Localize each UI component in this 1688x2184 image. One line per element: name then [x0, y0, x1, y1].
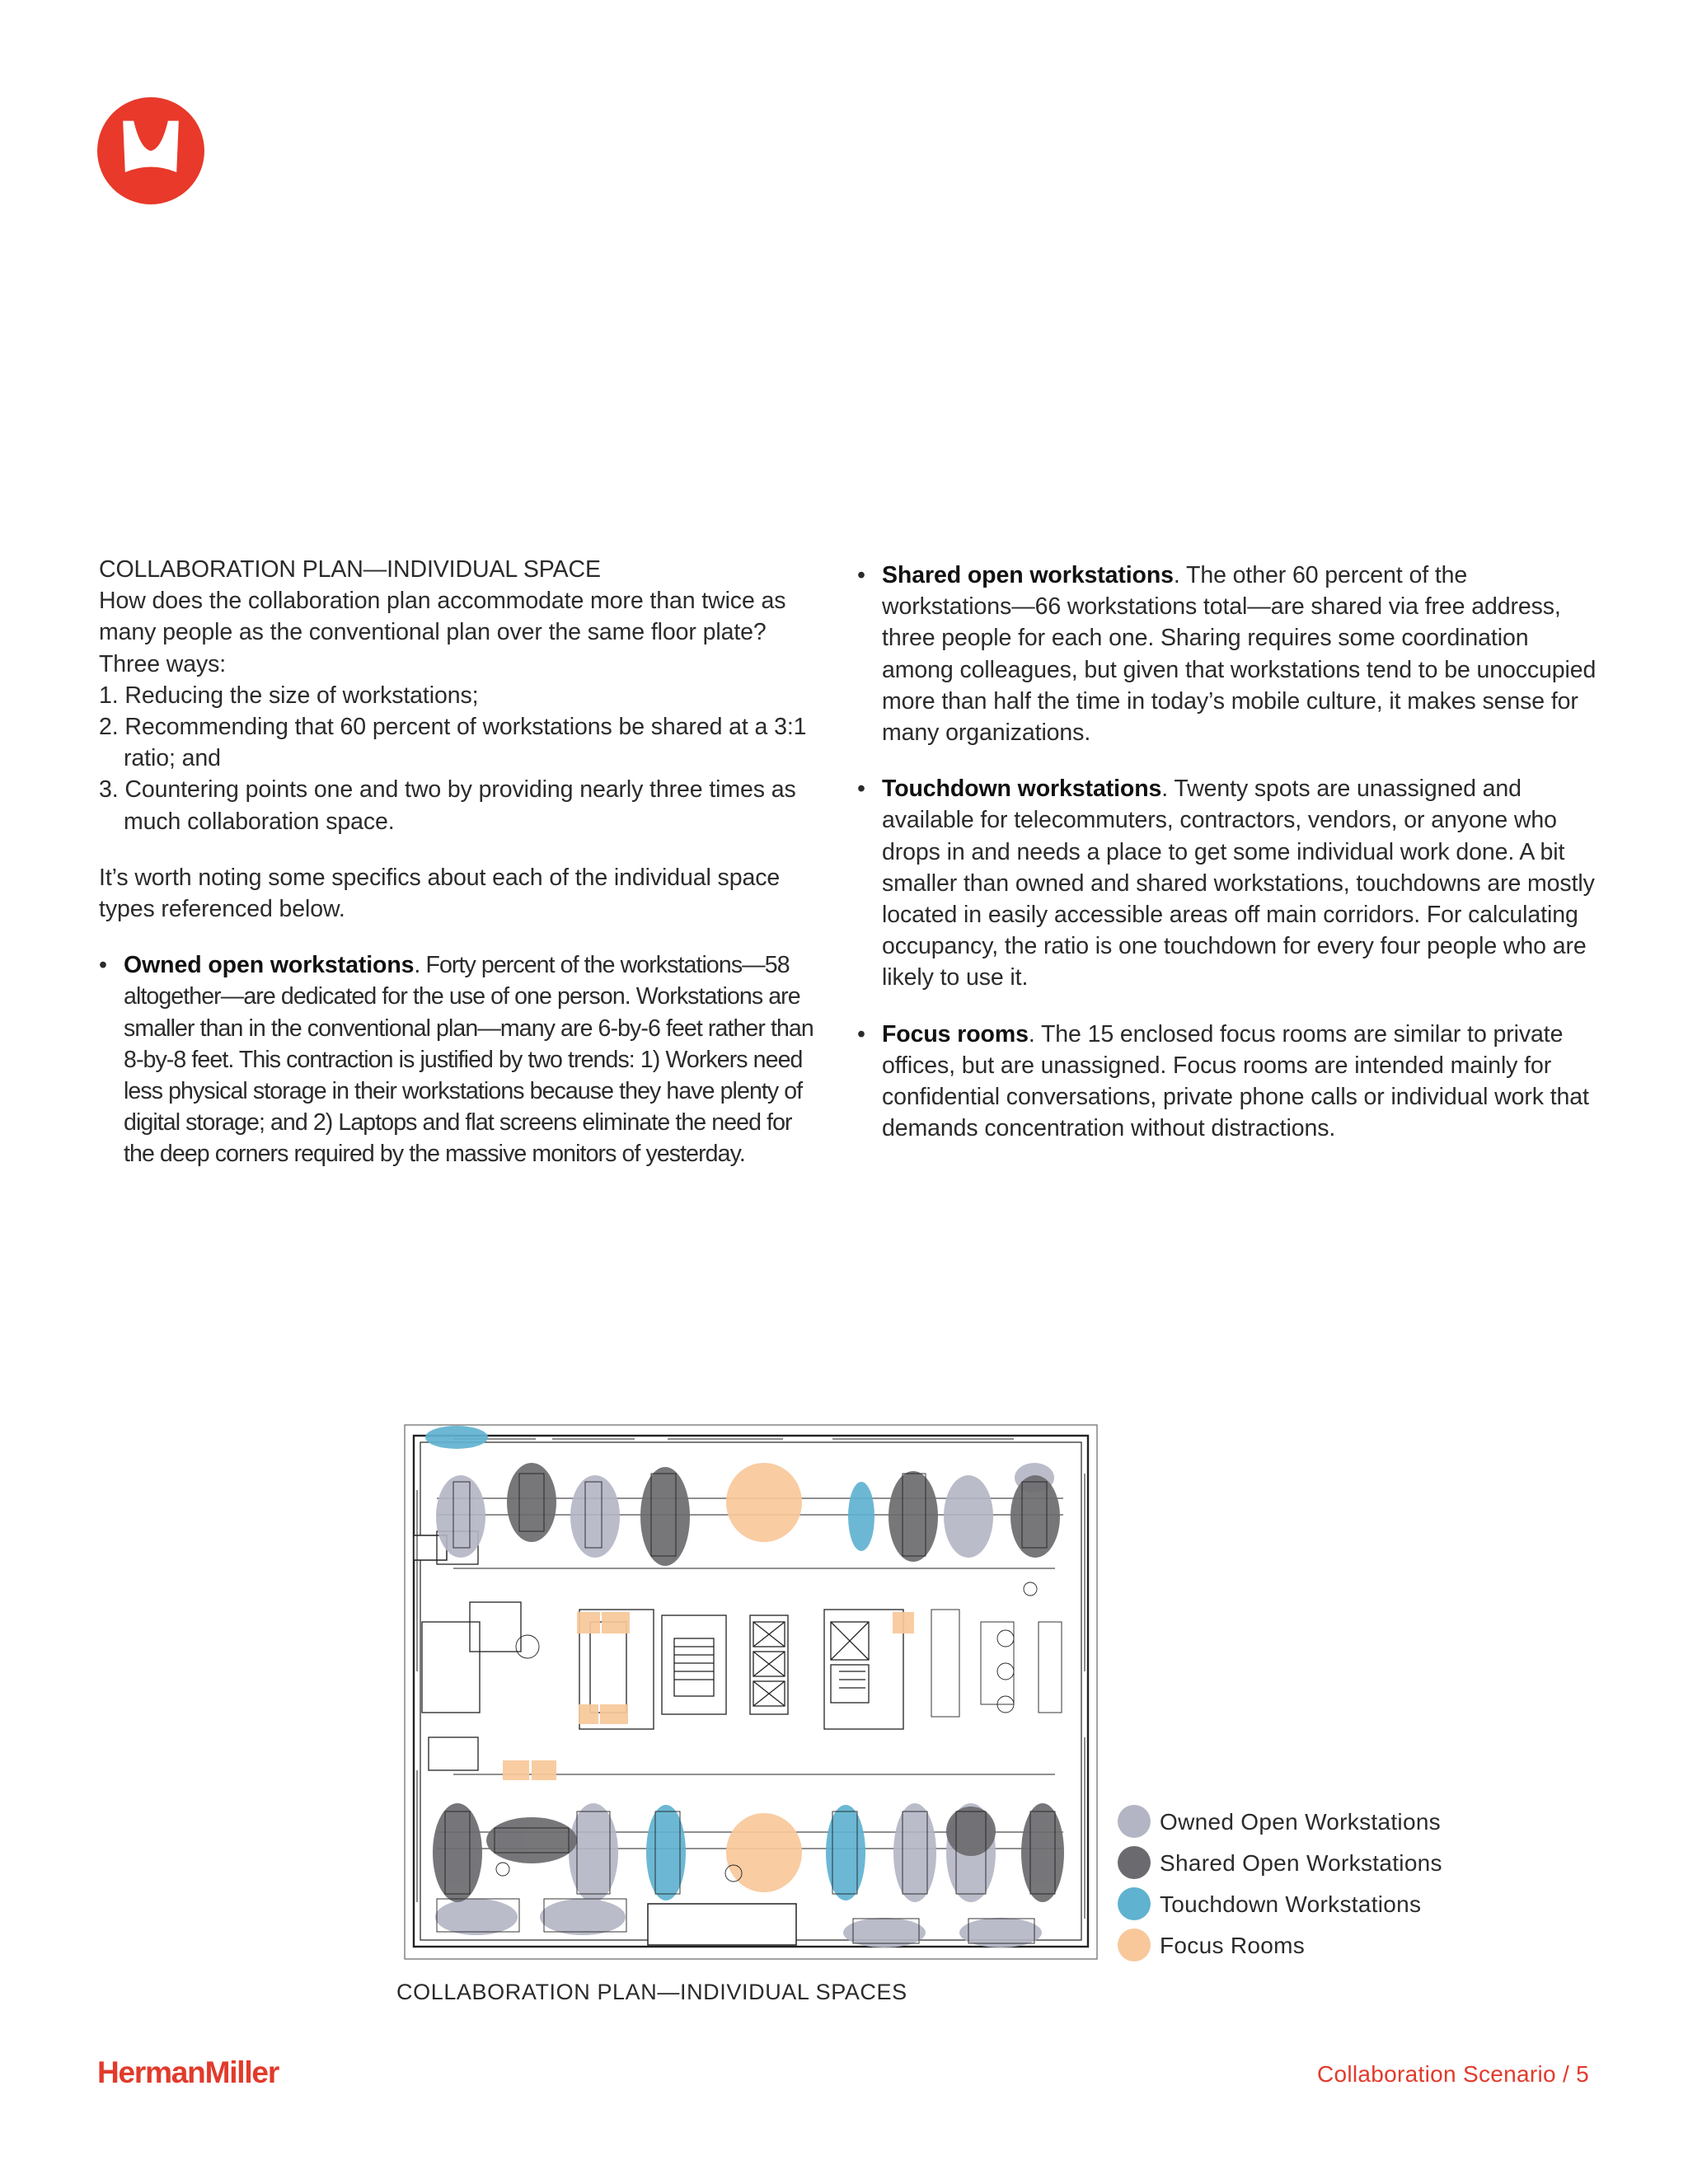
legend-item-shared: [1118, 1846, 1497, 1882]
focus-swatch: [1118, 1929, 1151, 1961]
page-footer-label: Collaboration Scenario / 5: [1317, 2061, 1589, 2087]
bullet-text: . The 15 enclosed focus rooms are similar to private offices, but are unassigned. Focus rooms are intended mainly for confidential conversations, private phone calls or individual work that demands concentration without distractions.: [882, 1020, 1589, 1142]
bullet-lead: Shared open workstations: [882, 562, 1174, 588]
right-column: [857, 560, 1599, 1144]
legend-label: Shared Open Workstations: [1160, 1850, 1442, 1876]
list-item: 3. Countering points one and two by providing nearly three times as much collaboration space.: [99, 776, 796, 835]
bullet-focus-rooms: [857, 1019, 1599, 1145]
brand-wordmark: HermanMiller: [97, 2055, 279, 2089]
bullet-lead: Owned open workstations: [124, 952, 415, 979]
touchdown-swatch: [1118, 1887, 1151, 1920]
figure-caption: COLLABORATION PLAN—INDIVIDUAL SPACES: [396, 1980, 907, 2004]
list-item: 2. Recommending that 60 percent of workstations be shared at a 3:1 ratio; and: [99, 714, 807, 772]
bullet-list-left: [99, 949, 824, 1169]
ways-list: [99, 680, 824, 837]
legend-label: Touchdown Workstations: [1160, 1891, 1422, 1917]
bullet-shared-open: [857, 560, 1599, 748]
bullet-list-right: [857, 560, 1599, 1144]
owned-swatch: [1118, 1805, 1151, 1838]
legend-label: Owned Open Workstations: [1160, 1809, 1441, 1835]
list-item: 1. Reducing the size of workstations;: [99, 682, 479, 709]
bullet-owned-open: [99, 949, 824, 1169]
legend-label: Focus Rooms: [1160, 1933, 1306, 1958]
legend-item-touchdown: [1118, 1887, 1497, 1924]
shared-swatch: [1118, 1846, 1151, 1879]
floor-plan-diagram: [404, 1424, 1098, 1960]
note-paragraph: It’s worth noting some specifics about each of the individual space types referenced below.: [99, 864, 781, 923]
bullet-text: . Twenty spots are unassigned and available for telecommuters, contractors, vendors, or anyone who drops in and needs a place to get some individual work done. A bit smaller than owned and shared workstations, touchdowns are mostly located in easily accessible areas off main corridors. For calculating occupancy, the ratio is one touchdown for every four people who are likely to use it.: [882, 776, 1595, 991]
intro-paragraph: How does the collaboration plan accommodate more than twice as many people as the conventional plan over the same floor plate? Three ways:: [99, 588, 786, 677]
section-kicker: COLLABORATION PLAN—INDIVIDUAL SPACE: [99, 556, 601, 583]
legend-item-owned: [1118, 1805, 1497, 1841]
legend-item-focus: [1118, 1929, 1497, 1965]
bullet-text: . Forty percent of the workstations—58 altogether—are dedicated for the use of one person. Workstations are smaller than in the conventional plan—many are 6-by-6 feet rather than 8-by-8 feet. This contraction is justified by two trends: 1) Workers need less physical storage in their workstations because they have plenty of digital storage; and 2) Laptops and flat screens eliminate the need for the deep corners required by the massive monitors of yesterday.: [124, 952, 814, 1168]
left-column: [99, 554, 824, 1170]
bullet-text: . The other 60 percent of the workstations—66 workstations total—are shared via free address, three people for each one. Sharing requires some coordination among colleagues, but given that workstations tend to be unoccupied more than half the time in today’s mobile culture, it makes sense for many organizations.: [882, 562, 1597, 747]
bullet-lead: Touchdown workstations: [882, 776, 1162, 803]
bullet-lead: Focus rooms: [882, 1020, 1029, 1047]
herman-miller-logo-icon: [97, 97, 204, 204]
bullet-touchdown: [857, 773, 1599, 993]
